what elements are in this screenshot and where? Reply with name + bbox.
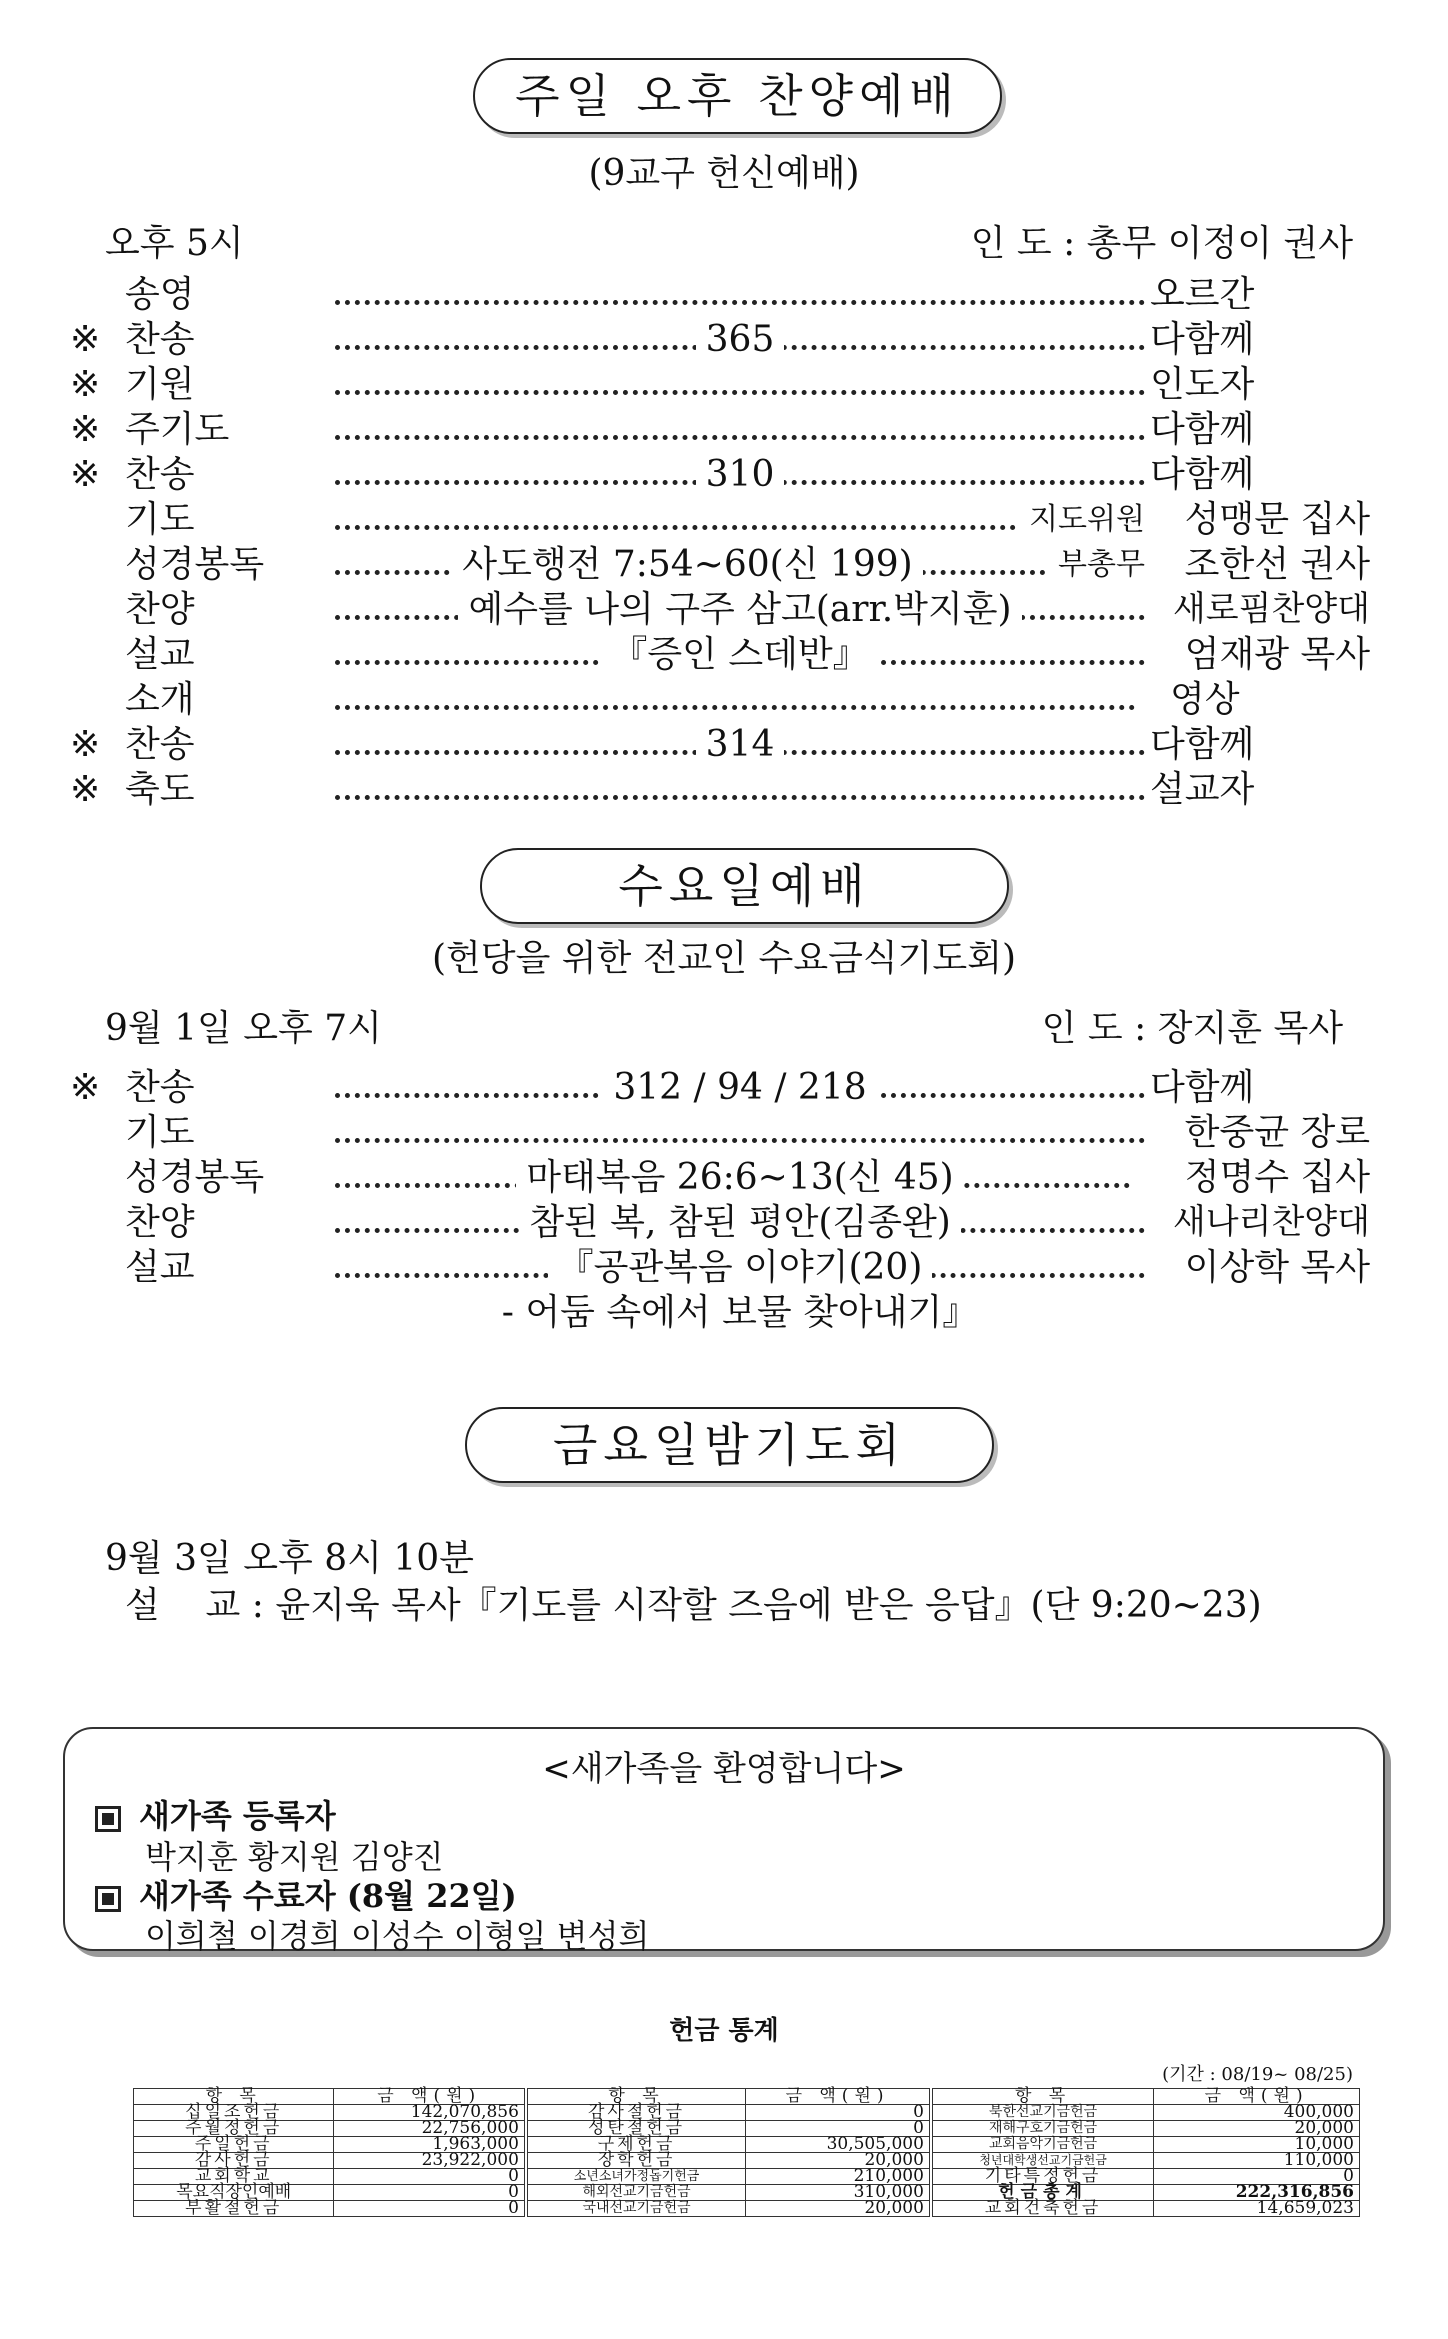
performer-role: 지도위원: [1019, 497, 1145, 542]
column-header: 항 목: [134, 2089, 334, 2105]
standing-mark: ※: [70, 409, 101, 450]
order-performer: 다함께: [1150, 409, 1255, 450]
item-label: 교회건축헌금: [931, 2201, 1154, 2217]
item-label: 기타특정헌금: [931, 2169, 1154, 2185]
sermon-subtitle: [335, 1290, 1145, 1335]
sunday-leader: 인 도 : 총무 이정이 권사: [970, 223, 1353, 264]
order-content: [335, 587, 1145, 632]
order-line: [70, 1290, 1370, 1335]
offering-table: [133, 2088, 1360, 2217]
order-performer: 다함께: [1150, 724, 1255, 765]
hymn-number: 310: [696, 454, 785, 495]
item-label: 감사헌금: [134, 2153, 334, 2169]
order-label: 성경봉독: [125, 1157, 265, 1198]
order-label: 찬송: [125, 724, 195, 765]
anthem-title: 참된 복, 참된 평안(김종완): [519, 1202, 961, 1243]
table-row: [134, 2137, 1360, 2153]
wednesday-subtitle: (헌당을 위한 전교인 수요금식기도회): [431, 938, 1017, 979]
order-content: [335, 317, 1145, 362]
order-line: [70, 1155, 1370, 1200]
table-row: [134, 2105, 1360, 2121]
order-performer: 설교자: [1150, 769, 1255, 810]
item-amount: 14,659,023: [1154, 2201, 1360, 2217]
item-amount: 1,963,000: [334, 2137, 526, 2153]
item-label: 교회음악기금헌금: [931, 2137, 1154, 2153]
friday-time: 9월 3일 오후 8시 10분: [105, 1538, 474, 1579]
welcome-box: [63, 1727, 1385, 1955]
item-label: 국내선교기금헌금: [526, 2201, 746, 2217]
column-header: 항 목: [526, 2089, 746, 2105]
order-content: [335, 1155, 1145, 1200]
item-amount: 20,000: [746, 2153, 931, 2169]
item-label: 감사절헌금: [526, 2105, 746, 2121]
item-amount: 22,756,000: [334, 2121, 526, 2137]
order-content: [335, 1245, 1145, 1290]
item-label: 해외선교기금헌금: [526, 2185, 746, 2201]
sunday-subtitle: (9교구 헌신예배): [588, 153, 860, 194]
item-label: 교회학교: [134, 2169, 334, 2185]
order-performer: 이상학 목사: [1184, 1247, 1370, 1288]
order-performer: 조한선 권사: [1184, 544, 1370, 585]
leader-dots: [335, 1138, 1145, 1143]
square-bullet-icon: [95, 1886, 121, 1912]
item-amount: 400,000: [1154, 2105, 1360, 2121]
order-line: [70, 1200, 1370, 1245]
order-label: 기도: [125, 1112, 195, 1153]
item-label: 북한선교기금헌금: [931, 2105, 1154, 2121]
leader-dots: [335, 390, 1145, 395]
order-line: [70, 407, 1370, 452]
order-label: 찬송: [125, 319, 195, 360]
order-performer: 다함께: [1150, 454, 1255, 495]
item-amount: 310,000: [746, 2185, 931, 2201]
order-label: 축도: [125, 769, 195, 810]
item-amount: 0: [746, 2105, 931, 2121]
item-amount: 30,505,000: [746, 2137, 931, 2153]
item-amount: 0: [1154, 2169, 1360, 2185]
item-amount: 0: [746, 2121, 931, 2137]
item-amount: 20,000: [746, 2201, 931, 2217]
leader-dots: [335, 300, 1145, 305]
order-line: [70, 452, 1370, 497]
standing-mark: ※: [70, 319, 101, 360]
order-content: [335, 1200, 1145, 1245]
wednesday-order: [70, 1065, 1370, 1335]
order-performer: 인도자: [1150, 364, 1255, 405]
item-label: 구제헌금: [526, 2137, 746, 2153]
table-row: [134, 2185, 1360, 2201]
sunday-title: 주일 오후 찬양예배: [473, 58, 1002, 134]
total-amount: 222,316,856: [1154, 2185, 1360, 2201]
order-performer: 다함께: [1150, 319, 1255, 360]
order-performer: 엄재광 목사: [1184, 634, 1370, 675]
order-label: 성경봉독: [125, 544, 265, 585]
sermon-subtitle-text: - 어둠 속에서 보물 찾아내기』: [492, 1292, 988, 1333]
offering-title: 헌금 통계: [669, 2016, 779, 2046]
order-performer: 성맹문 집사: [1184, 499, 1370, 540]
completed-names: 이희철 이경희 이성수 이형일 변성희: [145, 1917, 650, 1955]
order-line: [70, 272, 1370, 317]
item-amount: 210,000: [746, 2169, 931, 2185]
order-label: 송영: [125, 274, 195, 315]
standing-mark: ※: [70, 454, 101, 495]
performer-role: 부총무: [1048, 542, 1145, 587]
scripture: 사도행전 7:54~60(신 199): [452, 544, 922, 585]
hymn-number: 314: [696, 724, 785, 765]
order-label: 찬양: [125, 1202, 195, 1243]
scripture: 마태복음 26:6~13(신 45): [516, 1157, 963, 1198]
order-line: [70, 677, 1370, 722]
standing-mark: ※: [70, 364, 101, 405]
order-performer: 영상: [1170, 679, 1240, 720]
wednesday-title: 수요일예배: [480, 848, 1009, 924]
order-line: [70, 722, 1370, 767]
hymn-number: 365: [696, 319, 785, 360]
square-bullet-icon: [95, 1806, 121, 1832]
item-label: 장학헌금: [526, 2153, 746, 2169]
order-performer: 다함께: [1150, 1067, 1255, 1108]
order-label: 설교: [125, 634, 195, 675]
sermon-title: 『증인 스데반』: [601, 634, 878, 675]
item-label: 청년대학생선교기금헌금: [931, 2153, 1154, 2169]
leader-dots: [335, 435, 1145, 440]
order-line: [70, 767, 1370, 812]
column-header: 금 액(원): [746, 2089, 931, 2105]
registered-heading: 새가족 등록자: [139, 1797, 336, 1835]
item-label: 주월정헌금: [134, 2121, 334, 2137]
table-row: [134, 2121, 1360, 2137]
standing-mark: ※: [70, 724, 101, 765]
table-row: [134, 2153, 1360, 2169]
order-label: 찬양: [125, 589, 195, 630]
item-amount: 20,000: [1154, 2121, 1360, 2137]
sunday-order: [70, 272, 1370, 812]
registered-heading-line: [95, 1791, 336, 1837]
order-content: [335, 452, 1145, 497]
item-amount: 23,922,000: [334, 2153, 526, 2169]
column-header: 금 액(원): [1154, 2089, 1360, 2105]
item-amount: 0: [334, 2201, 526, 2217]
registered-names: 박지훈 황지원 김양진: [145, 1838, 444, 1876]
friday-sermon: 설 교 : 윤지욱 목사『기도를 시작할 즈음에 받은 응답』(단 9:20~23): [125, 1585, 1262, 1626]
sunday-time: 오후 5시: [105, 223, 244, 264]
friday-title: 금요일밤기도회: [465, 1407, 994, 1483]
item-amount: 0: [334, 2169, 526, 2185]
order-label: 찬송: [125, 1067, 195, 1108]
total-label: 헌금총계: [931, 2185, 1154, 2201]
order-line: [70, 542, 1370, 587]
order-line: [70, 497, 1370, 542]
order-line: [70, 362, 1370, 407]
order-line: [70, 1110, 1370, 1155]
order-content: [335, 542, 1040, 587]
order-label: 설교: [125, 1247, 195, 1288]
item-amount: 110,000: [1154, 2153, 1360, 2169]
item-label: 목요직장인예배: [134, 2185, 334, 2201]
welcome-title: <새가족을 환영합니다>: [542, 1749, 906, 1789]
table-row: [134, 2201, 1360, 2217]
item-label: 주일헌금: [134, 2137, 334, 2153]
order-line: [70, 632, 1370, 677]
column-header: 금 액(원): [334, 2089, 526, 2105]
wednesday-leader: 인 도 : 장지훈 목사: [1041, 1008, 1343, 1049]
item-amount: 142,070,856: [334, 2105, 526, 2121]
order-label: 기원: [125, 364, 195, 405]
item-label: 십일조헌금: [134, 2105, 334, 2121]
order-line: [70, 587, 1370, 632]
item-amount: 10,000: [1154, 2137, 1360, 2153]
order-performer: 오르간: [1150, 274, 1255, 315]
completed-heading: 새가족 수료자 (8월 22일): [139, 1877, 517, 1915]
order-content: [335, 722, 1145, 767]
leader-dots: [335, 705, 1135, 710]
order-performer: 정명수 집사: [1184, 1157, 1370, 1198]
table-header-row: [134, 2089, 1360, 2105]
order-performer: 새로핌찬양대: [1172, 589, 1370, 629]
order-content: [335, 1065, 1145, 1110]
order-line: [70, 1065, 1370, 1110]
order-performer: 한중균 장로: [1184, 1112, 1370, 1153]
offering-period: (기간 : 08/19~ 08/25): [1162, 2064, 1353, 2085]
wednesday-time: 9월 1일 오후 7시: [105, 1008, 382, 1049]
item-amount: 0: [334, 2185, 526, 2201]
order-label: 기도: [125, 499, 195, 540]
order-performer: 새나리찬양대: [1172, 1202, 1370, 1242]
order-line: [70, 1245, 1370, 1290]
order-label: 주기도: [125, 409, 230, 450]
hymn-numbers: 312 / 94 / 218: [603, 1067, 876, 1108]
item-label: 부활절헌금: [134, 2201, 334, 2217]
item-label: 성탄절헌금: [526, 2121, 746, 2137]
item-label: 소년소녀가정돕기헌금: [526, 2169, 746, 2185]
order-line: [70, 317, 1370, 362]
standing-mark: ※: [70, 1067, 101, 1108]
item-label: 재해구호기금헌금: [931, 2121, 1154, 2137]
order-label: 소개: [125, 679, 195, 720]
leader-dots: [335, 795, 1145, 800]
order-label: 찬송: [125, 454, 195, 495]
column-header: 항 목: [931, 2089, 1154, 2105]
table-row: [134, 2169, 1360, 2185]
standing-mark: ※: [70, 769, 101, 810]
order-content: [335, 632, 1145, 677]
anthem-title: 예수를 나의 구주 삼고(arr.박지훈): [458, 589, 1021, 630]
sermon-title: 『공관복음 이야기(20): [548, 1247, 933, 1288]
